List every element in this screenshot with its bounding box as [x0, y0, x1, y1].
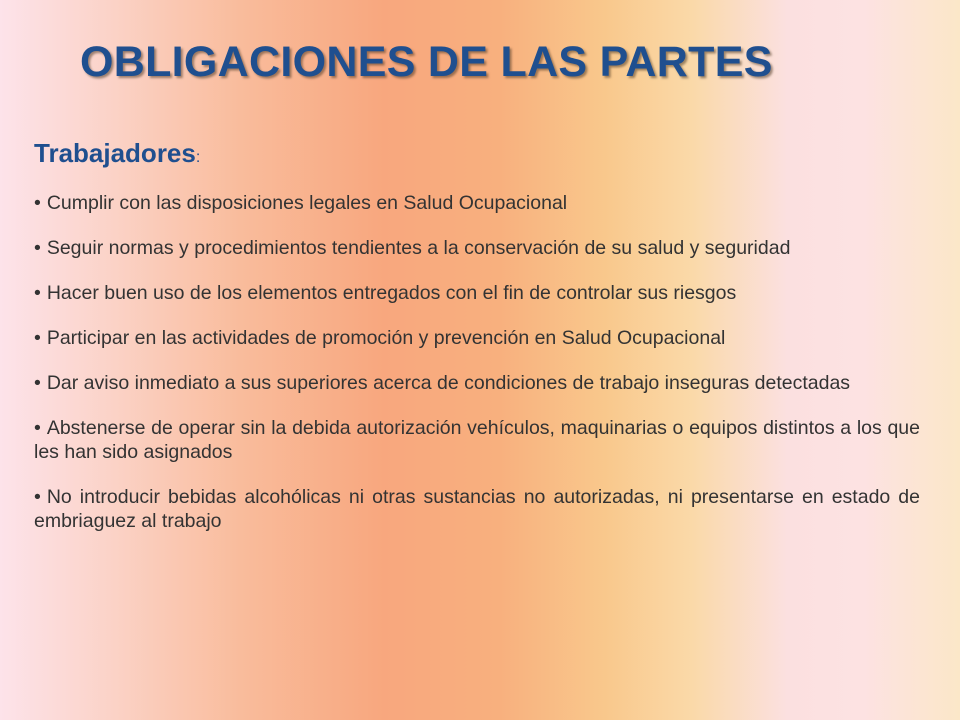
list-item	[34, 326, 920, 350]
list-item-text: Dar aviso inmediato a sus superiores acerca de condiciones de trabajo inseguras detectadas	[46, 372, 851, 394]
list-item-text: Seguir normas y procedimientos tendientes a la conservación de su salud y seguridad	[46, 237, 791, 259]
list-item	[34, 236, 920, 260]
bullet-icon: •	[34, 417, 41, 439]
list-item	[34, 416, 920, 464]
slide-content	[34, 138, 920, 554]
section-heading	[34, 138, 920, 169]
list-item-text: Hacer buen uso de los elementos entregados con el fin de controlar sus riesgos	[46, 282, 737, 304]
list-item	[34, 191, 920, 215]
bullet-icon: •	[34, 372, 41, 394]
list-item-text: Cumplir con las disposiciones legales en Salud Ocupacional	[46, 192, 568, 214]
list-item	[34, 371, 920, 395]
section-heading-colon: :	[195, 149, 201, 166]
bullet-icon: •	[34, 486, 41, 508]
bullet-icon: •	[34, 192, 41, 214]
list-item	[34, 485, 920, 533]
slide-title: OBLIGACIONES DE LAS PARTES	[80, 38, 773, 86]
bullet-icon: •	[34, 327, 41, 349]
bullet-icon: •	[34, 282, 41, 304]
section-heading-text: Trabajadores	[34, 138, 196, 168]
list-item-text: No introducir bebidas alcohólicas ni otras sustancias no autorizadas, ni presentarse en estado de embriaguez al trabajo	[34, 486, 920, 532]
obligations-list	[34, 191, 920, 533]
bullet-icon: •	[34, 237, 41, 259]
list-item-text: Abstenerse de operar sin la debida autorización vehículos, maquinarias o equipos distintos a los que les han sido asignados	[34, 417, 920, 463]
list-item-text: Participar en las actividades de promoción y prevención en Salud Ocupacional	[46, 327, 726, 349]
list-item	[34, 281, 920, 305]
